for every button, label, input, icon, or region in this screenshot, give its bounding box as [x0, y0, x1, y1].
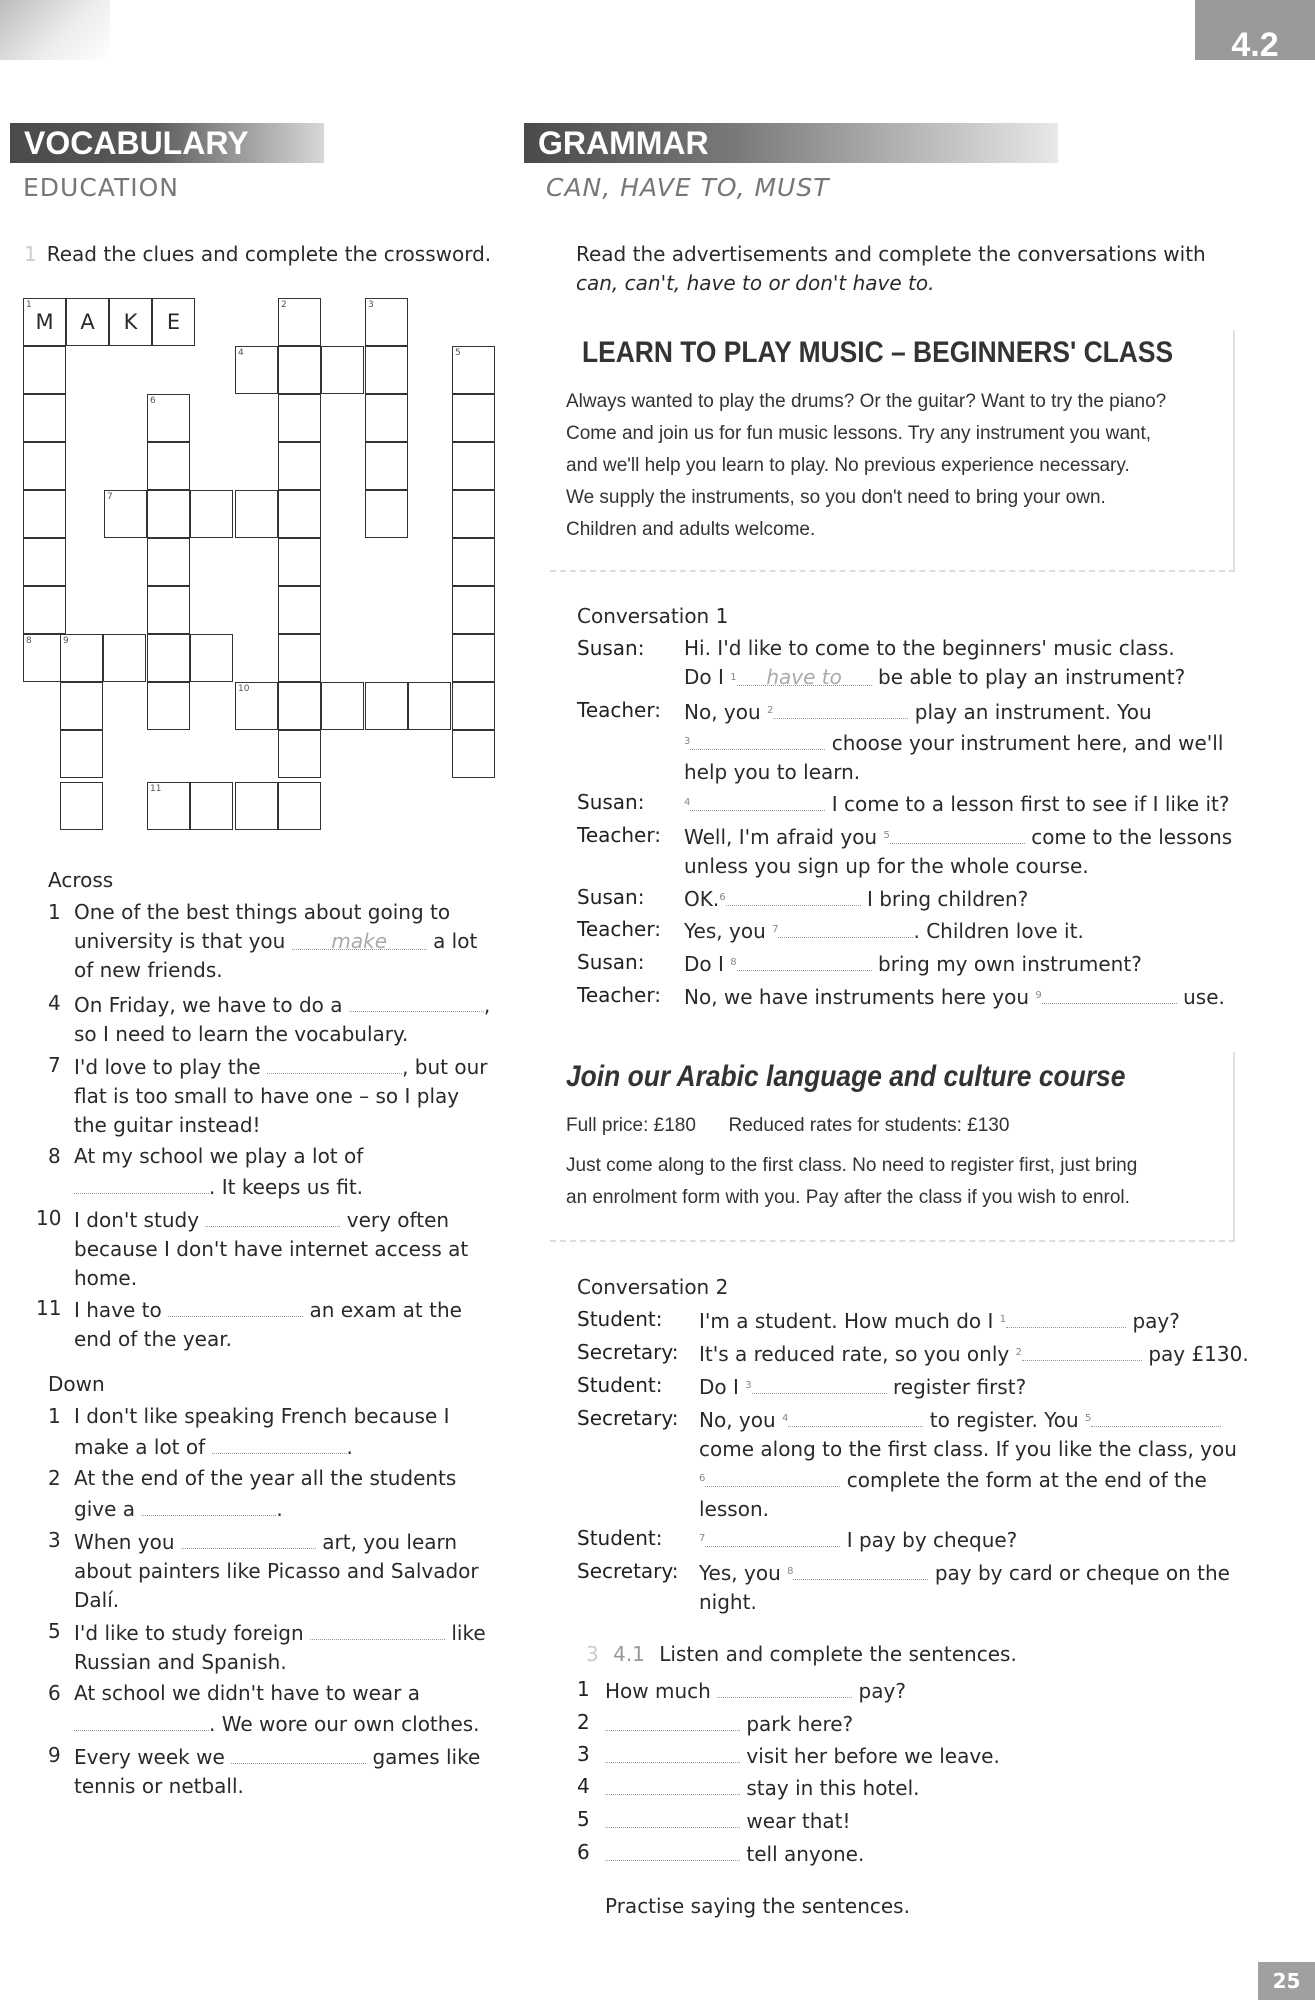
clue-across-11 [36, 1294, 498, 1354]
clue-across-1 [48, 898, 498, 985]
conv2-line: Student: I'm a student. How much do I $^1$ pay? [577, 1307, 1180, 1333]
conv-text: I bring children? [866, 887, 1029, 911]
answer-example: make [331, 929, 388, 953]
crossword-cell[interactable]: 10 [235, 682, 278, 730]
corner-shading [0, 0, 110, 60]
across-heading: Across [48, 868, 114, 892]
crossword-cell[interactable] [147, 682, 190, 730]
price-full: Full price: £180 [566, 1115, 696, 1136]
conv1-line: Susan: $^4$ I come to a lesson first to see if I like it? [577, 790, 1230, 816]
clue-across-7 [48, 1051, 498, 1140]
answer-blank[interactable] [181, 1526, 316, 1549]
item-text: visit her before we leave. [746, 1744, 1000, 1768]
conv-text: Well, I'm afraid you [684, 825, 878, 849]
conv2-line: Student: $^7$ I pay by cheque? [577, 1526, 1018, 1552]
crossword-cell[interactable] [147, 634, 190, 682]
crossword-cell[interactable] [278, 442, 321, 490]
crossword-cell[interactable] [23, 394, 66, 442]
listening-instruction [586, 1640, 1017, 1669]
conv-text: come along to the first class. If you like the class, you [699, 1437, 1237, 1461]
crossword-cell[interactable] [60, 730, 103, 778]
clue-number: 9 [48, 1743, 61, 1767]
conv-text: be able to play an instrument? [878, 665, 1186, 689]
clue-number: 11 [36, 1296, 62, 1320]
answer-blank[interactable] [1042, 981, 1177, 1004]
conv-text: Yes, you [699, 1561, 781, 1585]
crossword-cell[interactable] [278, 782, 321, 830]
conv-text: Do I [684, 665, 724, 689]
crossword-cell[interactable] [278, 538, 321, 586]
clue-down-1 [48, 1402, 498, 1462]
clue-text: . [276, 1497, 283, 1521]
answer-blank[interactable] [705, 1464, 840, 1487]
conv1-line: Teacher: No, we have instruments here you $^9$ use. [577, 983, 1225, 1009]
speaker-label: Teacher: [577, 983, 661, 1007]
crossword-cell[interactable] [147, 442, 190, 490]
item-number: 2 [577, 1710, 590, 1734]
vocab-heading [10, 123, 324, 163]
page-tab-label: 4.2 [1231, 26, 1279, 60]
crossword-cell[interactable] [147, 490, 190, 538]
answer-blank[interactable] [74, 1171, 209, 1194]
ad-body [566, 1150, 1236, 1214]
crossword-cell[interactable] [452, 442, 495, 490]
grammar-subheading: CAN, HAVE TO, MUST [546, 173, 830, 202]
crossword-cell[interactable] [109, 298, 152, 346]
clue-text: At the end of the year all the students give a [74, 1466, 457, 1521]
conv-text: Do I [699, 1375, 739, 1399]
clue-text: I'd love to play the [74, 1055, 261, 1079]
crossword-cell[interactable] [365, 490, 408, 538]
conv-text: No, you [684, 700, 761, 724]
item-text: How much [605, 1679, 711, 1703]
answer-blank[interactable] [605, 1772, 740, 1795]
crossword-cell[interactable]: 5 [452, 346, 495, 394]
answer-blank[interactable] [1022, 1338, 1142, 1361]
answer-blank[interactable] [605, 1805, 740, 1828]
speaker-label: Student: [577, 1526, 663, 1550]
clue-text: , so I need to learn the vocabulary. [74, 993, 491, 1046]
listening-item [577, 1838, 1177, 1869]
clue-number: 7 [48, 1053, 61, 1077]
ad-title: Join our Arabic language and culture course [566, 1060, 1126, 1093]
clue-across-4 [48, 989, 498, 1049]
answer-blank[interactable] [890, 821, 1025, 844]
item-number: 3 [577, 1742, 590, 1766]
conv-text: choose your instrument here, and we'll [831, 731, 1224, 755]
ad-line: Always wanted to play the drums? Or the guitar? Want to try the piano? [566, 391, 1167, 412]
conv-text: No, you [699, 1408, 776, 1432]
conv-text: register first? [893, 1375, 1027, 1399]
crossword-cell[interactable] [452, 682, 495, 730]
clue-text: One of the best things about going to university is that you [74, 900, 451, 953]
answer-blank[interactable] [231, 1741, 366, 1764]
arabic-course-advert [550, 1052, 1235, 1242]
crossword-cell[interactable]: 2 [278, 298, 321, 346]
exercise-number: 3 [586, 1642, 599, 1666]
crossword-cell[interactable] [321, 346, 364, 394]
answer-blank[interactable] [788, 1404, 923, 1427]
crossword-cell[interactable] [365, 346, 408, 394]
answer-blank[interactable] [717, 1675, 852, 1698]
speaker-label: Secretary: [577, 1340, 679, 1364]
clue-down-6 [48, 1679, 498, 1739]
music-advert [550, 330, 1235, 572]
clue-text: . It keeps us fit. [209, 1175, 364, 1199]
item-number: 1 [577, 1677, 590, 1701]
conv-text: I come to a lesson first to see if I like it? [831, 792, 1230, 816]
speaker-label: Susan: [577, 885, 645, 909]
clue-text: . [346, 1435, 353, 1459]
clue-text: a lot of new friends. [74, 929, 478, 982]
crossword-cell[interactable] [60, 682, 103, 730]
crossword-cell[interactable] [147, 538, 190, 586]
page-number: 25 [1272, 1969, 1301, 1993]
crossword-cell[interactable] [452, 394, 495, 442]
clue-across-10 [36, 1204, 498, 1293]
clue-text: art, you learn about painters like Picasso and Salvador Dalí. [74, 1530, 479, 1612]
crossword-cell[interactable] [60, 782, 103, 830]
conv-text: Do I [684, 952, 724, 976]
crossword-cell[interactable] [452, 634, 495, 682]
down-heading: Down [48, 1372, 105, 1396]
grammar-heading [524, 123, 1058, 163]
conv-text: lesson. [699, 1497, 769, 1521]
conv-text: . Children love it. [913, 919, 1084, 943]
answer-blank[interactable] [212, 1431, 347, 1454]
crossword-cell[interactable]: 11 [147, 782, 190, 830]
crossword-cell[interactable] [152, 298, 195, 346]
item-text: stay in this hotel. [746, 1776, 920, 1800]
crossword-cell[interactable] [23, 490, 66, 538]
crossword-cell[interactable] [278, 586, 321, 634]
crossword-cell[interactable] [365, 394, 408, 442]
crossword-cell[interactable] [147, 586, 190, 634]
grammar-heading-text: GRAMMAR [538, 125, 709, 161]
ad-line: Children and adults welcome. [566, 519, 816, 540]
clue-text: I'd like to study foreign [74, 1621, 304, 1645]
conv-text: Hi. I'd like to come to the beginners' music class. [684, 636, 1175, 660]
conv1-line: Susan: Do I $^8$ bring my own instrument? [577, 950, 1142, 976]
clue-number: 1 [48, 900, 61, 924]
clue-down-3 [48, 1526, 498, 1615]
answer-blank[interactable] [292, 927, 427, 953]
crossword-cell[interactable] [452, 730, 495, 778]
clue-number: 4 [48, 991, 61, 1015]
cell-letter: K [123, 310, 138, 334]
answer-blank[interactable] [752, 1371, 887, 1394]
conv-text: pay by card or cheque on the [934, 1561, 1230, 1585]
vocab-heading-text: VOCABULARY [24, 125, 249, 161]
answer-blank[interactable] [773, 696, 908, 719]
crossword-cell[interactable] [452, 586, 495, 634]
answer-blank[interactable] [74, 1708, 209, 1731]
speaker-label: Teacher: [577, 917, 661, 941]
crossword-cell[interactable] [365, 442, 408, 490]
conv2-line: Secretary: It's a reduced rate, so you only $^2$ pay £130. [577, 1340, 1249, 1366]
conv1-line: Teacher: No, you $^2$ play an instrument. You $^3$ choose your instrument here, and we'll help you to learn. [577, 696, 1277, 787]
grammar-instruction [576, 240, 1276, 298]
crossword-cell[interactable] [103, 634, 146, 682]
clue-text: like Russian and Spanish. [74, 1621, 486, 1674]
crossword-cell[interactable] [278, 730, 321, 778]
ad-line: Just come along to the first class. No need to register first, just bring [566, 1155, 1138, 1176]
crossword-cell[interactable]: 7 [104, 490, 147, 538]
speaker-label: Teacher: [577, 823, 661, 847]
crossword-cell[interactable] [235, 782, 278, 830]
crossword-cell[interactable] [23, 442, 66, 490]
conv-text: complete the form at the end of the [846, 1468, 1207, 1492]
crossword-cell[interactable]: 6 [147, 394, 190, 442]
crossword-cell[interactable] [278, 682, 321, 730]
conv1-line: Teacher: Well, I'm afraid you $^5$ come to the lessons unless you sign up for the whole course. [577, 821, 1277, 881]
cell-letter: A [80, 310, 95, 334]
answer-example: have to [766, 665, 842, 689]
listening-item [577, 1708, 1177, 1739]
crossword-cell[interactable] [365, 682, 408, 730]
price-reduced: Reduced rates for students: £130 [728, 1115, 1010, 1136]
crossword-cell[interactable] [278, 346, 321, 394]
crossword-cell[interactable] [190, 634, 233, 682]
listening-item [577, 1740, 1177, 1771]
answer-blank[interactable] [605, 1740, 740, 1763]
crossword-cell[interactable] [278, 490, 321, 538]
clue-number: 6 [48, 1681, 61, 1705]
clue-down-5 [48, 1617, 498, 1677]
cell-letter: M [35, 310, 54, 334]
clue-number: 2 [48, 1466, 61, 1490]
cell-letter: E [166, 310, 181, 334]
clue-text: I don't study [74, 1208, 200, 1232]
conv-text: help you to learn. [684, 760, 861, 784]
clue-down-9 [48, 1741, 498, 1801]
answer-blank[interactable] [605, 1838, 740, 1861]
conv-text: I pay by cheque? [846, 1528, 1018, 1552]
answer-blank[interactable] [793, 1557, 928, 1580]
clue-number: 8 [48, 1144, 61, 1168]
crossword-cell[interactable] [235, 490, 278, 538]
crossword-cell[interactable] [452, 538, 495, 586]
clue-number: 5 [48, 1619, 61, 1643]
item-text: park here? [746, 1712, 854, 1736]
ad-body [566, 386, 1236, 546]
speaker-label: Student: [577, 1307, 663, 1331]
answer-blank[interactable] [605, 1708, 740, 1731]
listening-item [577, 1805, 1177, 1836]
ad-line: We supply the instruments, so you don't need to bring your own. [566, 487, 1106, 508]
page-number-box [1258, 1962, 1315, 2000]
clue-text: . We wore our own clothes. [209, 1712, 480, 1736]
clue-text: At my school we play a lot of [74, 1144, 364, 1168]
conv2-line: Secretary: Yes, you $^8$ pay by card or cheque on the night. [577, 1557, 1277, 1617]
answer-blank[interactable] [705, 1524, 840, 1547]
conv-text: unless you sign up for the whole course. [684, 854, 1089, 878]
clue-number: 10 [36, 1206, 62, 1230]
clue-text: games like tennis or netball. [74, 1745, 481, 1798]
crossword-cell[interactable] [23, 538, 66, 586]
clue-text: I have to [74, 1298, 162, 1322]
crossword-cell[interactable] [278, 394, 321, 442]
answer-blank[interactable] [310, 1617, 445, 1640]
crossword-cell[interactable] [23, 346, 66, 394]
conv-text: I'm a student. How much do I [699, 1309, 994, 1333]
crossword-cell[interactable] [408, 682, 451, 730]
exercise-number: 1 [24, 242, 37, 266]
page-tab [1195, 0, 1315, 60]
crossword-cell[interactable] [452, 490, 495, 538]
conv1-line: Susan: OK.$^6$ I bring children? [577, 885, 1029, 911]
conv-text: It's a reduced rate, so you only [699, 1342, 1010, 1366]
practise-instruction: Practise saying the sentences. [605, 1894, 910, 1918]
conv-text: come to the lessons [1031, 825, 1233, 849]
conversation-1-title: Conversation 1 [577, 604, 729, 628]
answer-blank[interactable] [141, 1493, 276, 1516]
answer-blank[interactable] [726, 883, 861, 906]
conv-text: pay? [1132, 1309, 1180, 1333]
vocab-instruction [24, 240, 491, 269]
conv-text: night. [699, 1590, 757, 1614]
ad-line: an enrolment form with you. Pay after the class if you wish to enrol. [566, 1187, 1130, 1208]
speaker-label: Susan: [577, 790, 645, 814]
answer-blank[interactable] [267, 1051, 402, 1074]
speaker-label: Secretary: [577, 1559, 679, 1583]
conv-text: OK. [684, 887, 720, 911]
conv1-line: Teacher: Yes, you $^7$ . Children love it. [577, 917, 1084, 943]
crossword-cell[interactable]: 4 [235, 346, 278, 394]
answer-blank[interactable] [690, 727, 825, 750]
listening-item [577, 1675, 1177, 1706]
crossword-cell[interactable] [66, 298, 109, 346]
conv-text: No, we have instruments here you [684, 985, 1030, 1009]
clue-text: When you [74, 1530, 175, 1554]
ad-prices [566, 1110, 1009, 1142]
audio-track[interactable]: 4.1 [613, 1642, 645, 1666]
answer-blank[interactable] [349, 989, 484, 1012]
clue-number: 1 [48, 1404, 61, 1428]
crossword-cell[interactable] [278, 634, 321, 682]
conv-text: play an instrument. You [914, 700, 1152, 724]
speaker-label: Susan: [577, 636, 645, 660]
clue-text: an exam at the end of the year. [74, 1298, 462, 1351]
answer-blank[interactable] [1091, 1404, 1221, 1427]
clue-text: On Friday, we have to do a [74, 993, 343, 1017]
crossword-cell[interactable] [321, 682, 364, 730]
crossword-cell[interactable] [190, 490, 233, 538]
item-number: 4 [577, 1774, 590, 1798]
vocab-subheading: EDUCATION [23, 173, 179, 202]
speaker-label: Susan: [577, 950, 645, 974]
conv-text: pay £130. [1148, 1342, 1249, 1366]
answer-blank[interactable] [168, 1294, 303, 1317]
clue-text: very often because I don't have internet access at home. [74, 1208, 469, 1290]
item-text: tell anyone. [746, 1842, 865, 1866]
clue-down-2 [48, 1464, 498, 1524]
clue-number: 3 [48, 1528, 61, 1552]
crossword-cell[interactable] [190, 782, 233, 830]
item-text: pay? [858, 1679, 906, 1703]
answer-blank[interactable] [690, 788, 825, 811]
ad-title: LEARN TO PLAY MUSIC – BEGINNERS' CLASS [582, 336, 1174, 369]
item-number: 6 [577, 1840, 590, 1864]
conv1-line: Susan: Hi. I'd like to come to the beginners' music class. Do I $^1$ have to be able to play an instrument? [577, 634, 1277, 692]
answer-blank[interactable] [737, 948, 872, 971]
item-text: wear that! [746, 1809, 851, 1833]
speaker-label: Secretary: [577, 1406, 679, 1430]
conv2-line: Secretary: No, you $^4$ to register. You $^5$ come along to the first class. If you like the class, you $^6$ complete the form at the end of the lesson. [577, 1404, 1277, 1524]
clue-text: , but our flat is too small to have one – so I play the guitar instead! [74, 1055, 488, 1137]
instruction-line: Read the advertisements and complete the conversations with [576, 242, 1206, 266]
crossword-cell[interactable]: 8 [23, 634, 66, 682]
speaker-label: Student: [577, 1373, 663, 1397]
instruction-line: can, can't, have to or don't have to. [576, 271, 935, 295]
clue-text: At school we didn't have to wear a [74, 1681, 420, 1705]
ad-line: Come and join us for fun music lessons. Try any instrument you want, [566, 423, 1152, 444]
crossword-cell[interactable]: 9 [60, 634, 103, 682]
crossword-cell[interactable]: 3 [365, 298, 408, 346]
conv-text: bring my own instrument? [878, 952, 1142, 976]
conv-text: to register. You [929, 1408, 1079, 1432]
ad-line: and we'll help you learn to play. No previous experience necessary. [566, 455, 1130, 476]
clue-across-8 [48, 1142, 498, 1202]
conv-text: use. [1183, 985, 1225, 1009]
conversation-2-title: Conversation 2 [577, 1275, 729, 1299]
answer-blank[interactable] [1006, 1305, 1126, 1328]
vocab-instruction-text: Read the clues and complete the crossword. [46, 242, 492, 266]
answer-blank[interactable] [737, 663, 872, 689]
speaker-label: Teacher: [577, 698, 661, 722]
conv-text: Yes, you [684, 919, 766, 943]
crossword-cell[interactable] [23, 586, 66, 634]
crossword-cell[interactable]: 1 M [23, 298, 66, 346]
listening-instruction-text: Listen and complete the sentences. [659, 1642, 1017, 1666]
conv2-line: Student: Do I $^3$ register first? [577, 1373, 1027, 1399]
clue-text: Every week we [74, 1745, 225, 1769]
listening-item [577, 1772, 1177, 1803]
answer-blank[interactable] [205, 1204, 340, 1227]
answer-blank[interactable] [778, 915, 913, 938]
item-number: 5 [577, 1807, 590, 1831]
clue-text: I don't like speaking French because I make a lot of [74, 1404, 450, 1459]
